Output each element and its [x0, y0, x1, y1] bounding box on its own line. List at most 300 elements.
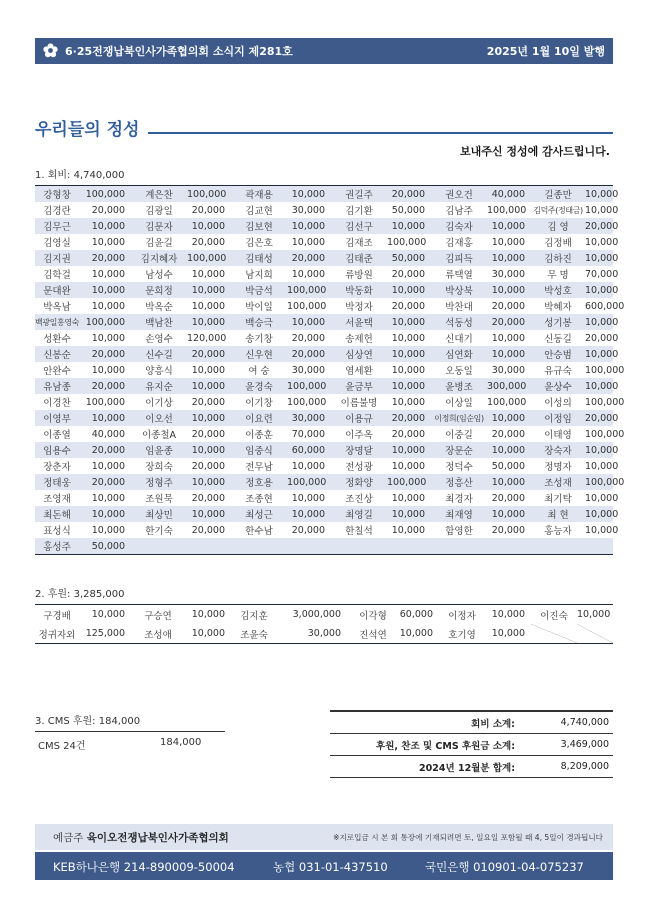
donation-amount: 10,000 — [487, 506, 531, 522]
cms-rule — [35, 731, 225, 732]
donation-amount: 10,000 — [79, 410, 131, 426]
donor-name: 류방원 — [331, 266, 387, 282]
donor-name: 이요련 — [231, 410, 287, 426]
table-row — [35, 282, 613, 298]
donation-amount: 100,000 — [585, 426, 613, 442]
summary-row — [330, 734, 613, 756]
table-row — [35, 624, 613, 644]
donor-name: 박정자 — [331, 298, 387, 314]
donor-name: 전무남 — [231, 458, 287, 474]
table-row — [35, 458, 613, 474]
donation-amount: 100,000 — [585, 394, 613, 410]
donation-amount: 10,000 — [187, 314, 231, 330]
donor-name: 전성광 — [331, 458, 387, 474]
donation-amount: 10,000 — [287, 266, 331, 282]
donor-name: 장숙자 — [531, 442, 585, 458]
donor-name: 이각형 — [347, 605, 399, 625]
donation-amount: 70,000 — [585, 266, 613, 282]
donor-name: 조성애 — [131, 624, 185, 644]
donation-amount: 30,000 — [287, 362, 331, 378]
donation-amount: 10,000 — [387, 458, 431, 474]
donation-amount: 10,000 — [79, 605, 131, 625]
donor-name: 김지혜자 — [131, 250, 187, 266]
empty-cell — [431, 538, 487, 555]
bank-account-keb: KEB하나은행 214-890009-50004 — [53, 860, 235, 874]
donor-name: 윤경숙 — [231, 378, 287, 394]
donation-amount: 10,000 — [79, 298, 131, 314]
donation-amount: 100,000 — [387, 474, 431, 490]
empty-cell — [387, 538, 431, 555]
table-row — [35, 378, 613, 394]
donor-name: 최영길 — [331, 506, 387, 522]
donor-name: 계은찬 — [131, 186, 187, 203]
donation-amount: 100,000 — [79, 314, 131, 330]
donation-amount: 10,000 — [79, 266, 131, 282]
donor-name: 이중길 — [431, 426, 487, 442]
donor-name: 진석연 — [347, 624, 399, 644]
donor-name: 유지순 — [131, 378, 187, 394]
donor-name: 서윤택 — [331, 314, 387, 330]
donor-name: 조진상 — [331, 490, 387, 506]
donor-name: 장희숙 — [131, 458, 187, 474]
donation-amount: 70,000 — [287, 426, 331, 442]
donor-name: 박동화 — [331, 282, 387, 298]
donation-amount: 30,000 — [287, 202, 331, 218]
donation-amount: 10,000 — [287, 490, 331, 506]
donation-amount: 10,000 — [485, 624, 531, 644]
table-row — [35, 474, 613, 490]
donor-name: 김은호 — [231, 234, 287, 250]
donor-name: 권오건 — [431, 186, 487, 203]
donation-amount: 10,000 — [287, 458, 331, 474]
table-row — [35, 218, 613, 234]
donation-amount: 10,000 — [79, 490, 131, 506]
donation-amount: 10,000 — [585, 458, 613, 474]
table-row — [35, 394, 613, 410]
donation-amount: 300,000 — [487, 378, 531, 394]
donor-name: 최 현 — [531, 506, 585, 522]
donor-name: 곽재용 — [231, 186, 287, 203]
donor-name: 조윤숙 — [231, 624, 277, 644]
donor-name: 이상일 — [431, 394, 487, 410]
donor-name: 최재영 — [431, 506, 487, 522]
donation-amount: 30,000 — [277, 624, 347, 644]
empty-cell — [131, 538, 187, 555]
donation-amount: 10,000 — [287, 506, 331, 522]
donation-amount: 20,000 — [585, 410, 613, 426]
donation-amount: 10,000 — [187, 282, 231, 298]
donation-amount: 100,000 — [79, 394, 131, 410]
donation-amount: 20,000 — [487, 522, 531, 538]
donor-name: 양흥식 — [131, 362, 187, 378]
donation-amount: 10,000 — [585, 378, 613, 394]
table-row — [35, 506, 613, 522]
donor-name: 김태준 — [331, 250, 387, 266]
table-row — [35, 490, 613, 506]
donor-name: 손영수 — [131, 330, 187, 346]
donor-name: 장명달 — [331, 442, 387, 458]
donor-name: 한수남 — [231, 522, 287, 538]
cms-label: 3. CMS 후원: 184,000 — [35, 716, 141, 727]
section-title: 우리들의 정성 — [35, 120, 140, 140]
donor-name: 정화양 — [331, 474, 387, 490]
donor-name: 남성수 — [131, 266, 187, 282]
table-row — [35, 346, 613, 362]
donor-name: 길종만 — [531, 186, 585, 203]
donation-amount: 40,000 — [487, 186, 531, 203]
donor-name: 김보현 — [231, 218, 287, 234]
donor-name: 김덕주(정태금) — [531, 202, 585, 218]
donor-name: 정태웅 — [35, 474, 79, 490]
donation-amount: 100,000 — [487, 202, 531, 218]
donor-name: 박옥순 — [131, 298, 187, 314]
donor-name: 구승연 — [131, 605, 185, 625]
donor-name: 한기숙 — [131, 522, 187, 538]
donor-name: 이정희(임순임) — [431, 410, 487, 426]
donor-name: 김광일 — [131, 202, 187, 218]
donor-name: 임윤종 — [131, 442, 187, 458]
donor-name: 김교현 — [231, 202, 287, 218]
thanks-message: 보내주신 정성에 감사드립니다. — [460, 145, 610, 158]
donor-name: 장문순 — [431, 442, 487, 458]
donation-amount: 100,000 — [487, 394, 531, 410]
bank-account-kb: 국민은행 010901-04-075237 — [425, 860, 584, 874]
donation-amount: 60,000 — [399, 605, 439, 625]
donation-amount: 10,000 — [185, 624, 231, 644]
donor-name: 이정자 — [439, 605, 485, 625]
table-row — [35, 410, 613, 426]
donation-amount: 10,000 — [287, 218, 331, 234]
donor-name: 백남찬 — [131, 314, 187, 330]
cms-amount: 184,000 — [160, 737, 202, 748]
donor-name: 김하진 — [531, 250, 585, 266]
donor-name: 한칠석 — [331, 522, 387, 538]
donation-amount: 10,000 — [487, 250, 531, 266]
donation-amount: 10,000 — [577, 605, 613, 625]
table-row — [35, 330, 613, 346]
donor-name: 이영부 — [35, 410, 79, 426]
donor-name: 정흥산 — [431, 474, 487, 490]
donor-name: 신수길 — [131, 346, 187, 362]
donation-amount: 10,000 — [585, 314, 613, 330]
donation-amount: 100,000 — [187, 186, 231, 203]
donor-name: 조영재 — [35, 490, 79, 506]
donation-amount: 10,000 — [187, 266, 231, 282]
donation-amount: 20,000 — [487, 490, 531, 506]
donation-amount: 10,000 — [585, 186, 613, 203]
donation-amount: 20,000 — [187, 426, 231, 442]
empty-cell — [577, 624, 613, 644]
donation-amount: 20,000 — [287, 250, 331, 266]
donation-amount: 20,000 — [487, 298, 531, 314]
donor-name: 김남주 — [431, 202, 487, 218]
table-row — [35, 314, 613, 330]
summary-label: 후원, 찬조 및 CMS 후원금 소계: — [330, 734, 529, 756]
donation-amount: 10,000 — [387, 346, 431, 362]
donor-name: 이용규 — [331, 410, 387, 426]
donor-name: 문대완 — [35, 282, 79, 298]
donation-amount: 20,000 — [387, 410, 431, 426]
empty-cell — [187, 538, 231, 555]
summary-table — [330, 710, 613, 778]
donation-amount: 10,000 — [387, 522, 431, 538]
table-row — [35, 522, 613, 538]
table-row — [35, 362, 613, 378]
donor-name: 이진숙 — [531, 605, 577, 625]
donor-name: 유규숙 — [531, 362, 585, 378]
donor-name: 이태영 — [531, 426, 585, 442]
table-row — [35, 186, 613, 203]
donor-name: 최상민 — [131, 506, 187, 522]
donor-name: 홍능자 — [531, 522, 585, 538]
summary-label: 회비 소계: — [330, 711, 529, 734]
donor-name: 강형창 — [35, 186, 79, 203]
summary-value: 8,209,000 — [529, 756, 613, 778]
donation-amount: 10,000 — [487, 282, 531, 298]
donation-amount: 10,000 — [187, 410, 231, 426]
account-holder-label: 예금주 — [53, 832, 84, 844]
newsletter-header — [35, 38, 613, 64]
donation-amount: 20,000 — [487, 426, 531, 442]
donation-amount: 20,000 — [187, 458, 231, 474]
donation-amount: 10,000 — [387, 282, 431, 298]
donation-amount: 10,000 — [287, 234, 331, 250]
donation-amount: 20,000 — [79, 378, 131, 394]
donor-name: 조원묵 — [131, 490, 187, 506]
donor-name: 남지희 — [231, 266, 287, 282]
donor-name: 김선구 — [331, 218, 387, 234]
flower-logo-icon — [43, 43, 58, 58]
table-row — [35, 605, 613, 625]
donation-amount: 20,000 — [79, 442, 131, 458]
donation-amount: 10,000 — [387, 394, 431, 410]
summary-value: 4,740,000 — [529, 711, 613, 734]
empty-cell — [231, 538, 287, 555]
donor-name: 문희정 — [131, 282, 187, 298]
donor-name: 윤금부 — [331, 378, 387, 394]
donation-amount: 125,000 — [79, 624, 131, 644]
donation-amount: 600,000 — [585, 298, 613, 314]
bank-holder-bar — [35, 824, 613, 850]
donor-name: 구경배 — [35, 605, 79, 625]
donation-amount: 20,000 — [387, 298, 431, 314]
donation-amount: 10,000 — [585, 250, 613, 266]
donation-amount: 10,000 — [585, 234, 613, 250]
donor-name: 이종열 — [35, 426, 79, 442]
donor-name: 정귀자외 — [35, 624, 79, 644]
empty-cell — [531, 538, 585, 555]
donor-name: 신대기 — [431, 330, 487, 346]
donor-name: 정명자 — [531, 458, 585, 474]
title-rule — [148, 132, 613, 134]
donation-amount: 10,000 — [585, 202, 613, 218]
donor-name: 김지훈 — [231, 605, 277, 625]
donor-name: 정덕수 — [431, 458, 487, 474]
donor-name: 김영실 — [35, 234, 79, 250]
donor-name: 이오선 — [131, 410, 187, 426]
donation-amount: 40,000 — [79, 426, 131, 442]
sponsors-table — [35, 604, 613, 644]
donor-name: 이경찬 — [35, 394, 79, 410]
donor-name: 임중식 — [231, 442, 287, 458]
donation-amount: 10,000 — [79, 218, 131, 234]
donor-name: 박이일 — [231, 298, 287, 314]
summary-row — [330, 756, 613, 778]
donation-amount: 10,000 — [387, 442, 431, 458]
sponsors-label: 2. 후원: 3,285,000 — [35, 589, 125, 600]
donor-name: 박옥남 — [35, 298, 79, 314]
donor-name: 김무근 — [35, 218, 79, 234]
donor-name: 이주옥 — [331, 426, 387, 442]
donation-amount: 100,000 — [287, 394, 331, 410]
donation-amount: 10,000 — [487, 330, 531, 346]
donation-amount: 10,000 — [485, 605, 531, 625]
donor-name: 김정배 — [531, 234, 585, 250]
donation-amount: 100,000 — [79, 186, 131, 203]
donation-amount: 10,000 — [387, 218, 431, 234]
donation-amount: 20,000 — [387, 426, 431, 442]
donation-amount: 20,000 — [387, 266, 431, 282]
donation-amount: 10,000 — [487, 442, 531, 458]
donor-name: 조성재 — [531, 474, 585, 490]
donor-name: 김윤길 — [131, 234, 187, 250]
donor-name: 권길주 — [331, 186, 387, 203]
donation-amount: 10,000 — [185, 605, 231, 625]
donation-amount: 10,000 — [487, 234, 531, 250]
donor-name: 호기영 — [439, 624, 485, 644]
donor-name: 송기창 — [231, 330, 287, 346]
donor-name: 김 영 — [531, 218, 585, 234]
newsletter-title: 6·25전쟁납북인사가족협의회 소식지 제281호 — [65, 45, 293, 58]
donor-name: 이종훈 — [231, 426, 287, 442]
bank-account-nh: 농협 031-01-437510 — [273, 860, 388, 874]
bank-accounts-bar — [35, 852, 613, 880]
donor-name: 신동길 — [531, 330, 585, 346]
donation-amount: 50,000 — [79, 538, 131, 555]
donor-name: 심상연 — [331, 346, 387, 362]
donor-name: 백광일홍영숙 — [35, 314, 79, 330]
donor-name: 장춘자 — [35, 458, 79, 474]
issue-date: 2025년 1월 10일 발행 — [486, 45, 605, 58]
donation-amount: 20,000 — [187, 202, 231, 218]
donation-amount: 10,000 — [387, 378, 431, 394]
donor-name: 정호용 — [231, 474, 287, 490]
donor-name: 이종철A — [131, 426, 187, 442]
donation-amount: 20,000 — [79, 250, 131, 266]
donation-amount: 10,000 — [387, 362, 431, 378]
donor-name: 박찬대 — [431, 298, 487, 314]
donation-amount: 100,000 — [287, 298, 331, 314]
donor-name: 최성근 — [231, 506, 287, 522]
empty-cell — [331, 538, 387, 555]
donation-amount: 10,000 — [387, 490, 431, 506]
donor-name: 성기봉 — [531, 314, 585, 330]
donation-amount: 20,000 — [487, 314, 531, 330]
donation-amount: 10,000 — [79, 458, 131, 474]
donor-name: 김기환 — [331, 202, 387, 218]
empty-cell — [487, 538, 531, 555]
empty-cell — [531, 624, 577, 644]
donation-amount: 100,000 — [287, 378, 331, 394]
donation-amount: 50,000 — [387, 202, 431, 218]
donor-name: 김경란 — [35, 202, 79, 218]
donor-name: 최경자 — [431, 490, 487, 506]
donor-name: 오동일 — [431, 362, 487, 378]
donor-name: 홍성주 — [35, 538, 79, 555]
donation-amount: 10,000 — [487, 346, 531, 362]
donation-amount: 10,000 — [187, 506, 231, 522]
dues-label: 1. 회비: 4,740,000 — [35, 170, 125, 181]
donor-name: 이기창 — [231, 394, 287, 410]
donation-amount: 10,000 — [387, 506, 431, 522]
table-row — [35, 266, 613, 282]
donor-name: 무 명 — [531, 266, 585, 282]
donation-amount: 20,000 — [585, 218, 613, 234]
donation-amount: 20,000 — [287, 346, 331, 362]
donation-amount: 10,000 — [79, 282, 131, 298]
donation-amount: 10,000 — [487, 474, 531, 490]
donation-amount: 3,000,000 — [277, 605, 347, 625]
donor-name: 조종현 — [231, 490, 287, 506]
donation-amount: 30,000 — [287, 410, 331, 426]
donation-amount: 10,000 — [585, 346, 613, 362]
cms-item: CMS 24건 — [38, 741, 86, 752]
dues-table — [35, 185, 625, 555]
donation-amount: 10,000 — [585, 442, 613, 458]
donor-name: 안완수 — [35, 362, 79, 378]
donor-name: 이기상 — [131, 394, 187, 410]
donation-amount: 30,000 — [487, 266, 531, 282]
table-row — [35, 298, 613, 314]
donation-amount: 10,000 — [187, 298, 231, 314]
donor-name: 김재조 — [331, 234, 387, 250]
donation-amount: 50,000 — [387, 250, 431, 266]
table-row — [35, 442, 613, 458]
donation-amount: 50,000 — [487, 458, 531, 474]
donor-name: 심연화 — [431, 346, 487, 362]
donation-amount: 100,000 — [287, 474, 331, 490]
donor-name: 이성의 — [531, 394, 585, 410]
donation-amount: 10,000 — [399, 624, 439, 644]
summary-label: 2024년 12월분 합계: — [330, 756, 529, 778]
table-row — [35, 202, 613, 218]
donor-name: 안승범 — [531, 346, 585, 362]
donation-amount: 10,000 — [79, 362, 131, 378]
table-row — [35, 234, 613, 250]
donor-name: 표성식 — [35, 522, 79, 538]
donor-name: 정형주 — [131, 474, 187, 490]
donor-name: 백승극 — [231, 314, 287, 330]
donation-amount: 20,000 — [287, 330, 331, 346]
donation-amount: 100,000 — [187, 250, 231, 266]
donation-amount: 10,000 — [387, 330, 431, 346]
donor-name: 김피득 — [431, 250, 487, 266]
donation-amount: 10,000 — [487, 218, 531, 234]
donation-amount: 120,000 — [187, 330, 231, 346]
donor-name: 김재홍 — [431, 234, 487, 250]
donation-amount: 10,000 — [487, 410, 531, 426]
donation-amount: 20,000 — [287, 522, 331, 538]
donation-amount: 10,000 — [79, 506, 131, 522]
donor-name: 여 숭 — [231, 362, 287, 378]
account-holder-name: 육이오전쟁납북인사가족협의회 — [86, 832, 229, 844]
donation-amount: 100,000 — [585, 474, 613, 490]
empty-cell — [287, 538, 331, 555]
donation-amount: 10,000 — [585, 490, 613, 506]
empty-cell — [585, 538, 613, 555]
donor-name: 윤병조 — [431, 378, 487, 394]
donation-amount: 30,000 — [487, 362, 531, 378]
